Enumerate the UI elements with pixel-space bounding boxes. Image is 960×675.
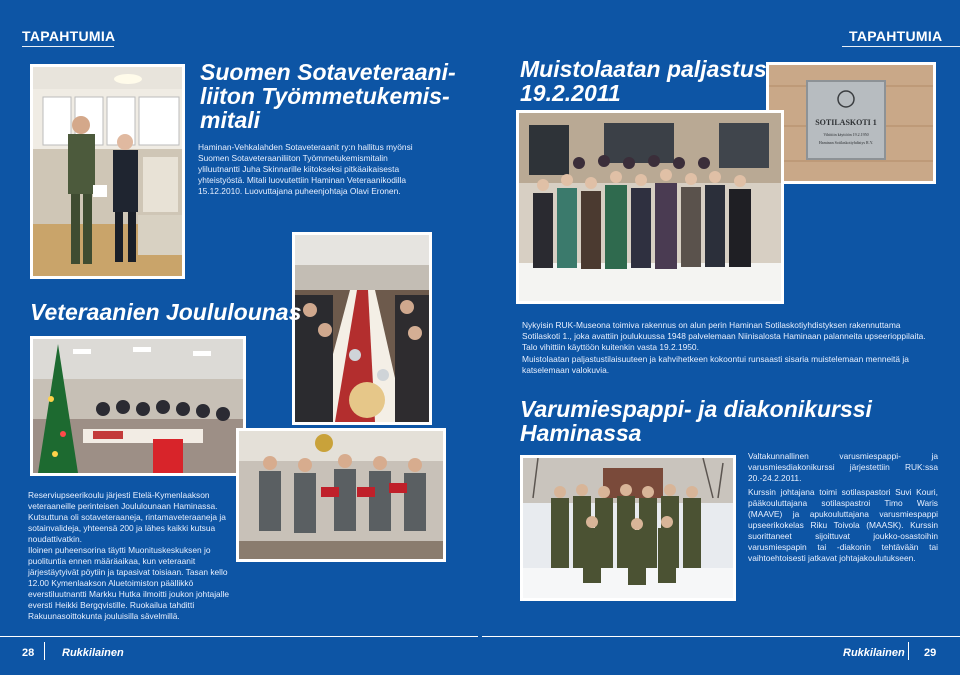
medal-title-line-1: Suomen Sotaveteraani-: [200, 59, 456, 85]
folio-divider-right: [908, 642, 909, 660]
plaque-title-line-1: Muistolaatan paljastus: [520, 56, 767, 82]
plaque-text-line-1: SOTILASKOTI 1: [815, 118, 877, 127]
photo-banquet-table-image: [295, 235, 429, 422]
folio-divider-left: [44, 642, 45, 660]
photo-memorial-plaque-image: [769, 65, 933, 181]
medal-article-body: Haminan-Vehkalahden Sotaveteraanit ry:n hallitus myönsi Suomen Sotaveteraaniliiton Työmmetukemismitalin yliluutnantti Juha Skinnarille kiitokseksi pitkäaikaisesta yhteistyöstä. Mitali luovutettiin Haminan Veteraanikodilla 15.12.2010. Luovuttajana puheenjohtaja Olavi Eronen.: [198, 142, 413, 196]
photo-banquet-table: [292, 232, 432, 425]
section-tag-left: TAPAHTUMIA: [22, 28, 116, 44]
lunch-article-para1: Reserviupseerikoulu järjesti Etelä-Kymenlaakson veteraaneille perinteisen Joululounaan Haminassa. Kutsuttuna oli sotaveteraaneja, rintamaveteraaneja ja sotainvalideja, yhteensä 200 ja lähes kaikki kutsua noudattivatkin.: [28, 490, 226, 544]
photo-dining-hall: [30, 336, 246, 476]
page-number-left: 28: [22, 647, 35, 659]
plaque-text-line-2: Vihittiin käyttöön 19.2.1950: [823, 132, 869, 137]
plaque-article-para2: Muistolaatan paljastustilaisuuteen ja kahvihetkeen kokoontui runsaasti sisaria muistelemaan menneitä ja katselemaan valokuvia.: [522, 354, 909, 375]
section-underline-left: [22, 46, 114, 47]
section-underline-right: [842, 46, 960, 47]
plaque-text-line-3: Haminan Sotilaskotiyhdistys R.Y.: [818, 140, 874, 145]
page-number-right: 29: [924, 647, 937, 659]
photo-memorial-plaque: [766, 62, 936, 184]
photo-soldiers-snow-image: [523, 458, 733, 598]
magazine-name-left: Rukkilainen: [62, 647, 124, 659]
photo-military-band-image: [239, 431, 443, 559]
photo-military-band: [236, 428, 446, 562]
medal-title-line-3: mitali: [200, 107, 261, 134]
medal-article-title: [200, 60, 460, 132]
footer-rule-right: [482, 636, 960, 637]
photo-medal-ceremony-image: [33, 67, 182, 276]
section-tag-right: TAPAHTUMIA: [849, 28, 943, 44]
photo-group-snow: [516, 110, 784, 304]
chaplain-article-title: [520, 397, 872, 445]
chaplain-title-line-1: Varumiespappi- ja diakonikurssi: [520, 396, 872, 422]
lunch-article-para2-start: Iloinen puheensorina täytti Muonituskeskuksen jo puolituntia ennen määräaikaa, kun veteraanit järjestäytyivät pöytiin ja tapasivat toisiaan. Tasan kello 12.00 Kymenlaakson Aluetoimiston päällikkö everstiluutnantti Markku Hutka ilmoitti joukon johtajalle eversti Heikki Bergqvistille. Ruokailua tahditti Rakuunasoittokunta jouluisilla sävelmillä.: [28, 545, 230, 621]
plaque-article-title: [520, 57, 767, 105]
photo-medal-ceremony: [30, 64, 185, 279]
chaplain-article-para1: Valtakunnallinen varusmiespappi- ja varusmiesdiakonikurssi järjestettiin RUK:ssa 20.-24.2.2011.: [748, 451, 938, 483]
plaque-article-para1: Nykyisin RUK-Museona toimiva rakennus on alun perin Haminan Sotilaskotiyhdistyksen rakennuttama Sotilaskoti 1., joka avattiin joulukuussa 1948 palvelemaan Niinisalosta Haminaan palanneita upseerioppilaita. Talo vihittiin käyttöön kuitenkin vasta 19.2.1950.: [522, 320, 926, 352]
photo-group-snow-image: [519, 113, 781, 301]
medal-title-line-2: liiton Työmmetukemis-: [200, 83, 450, 110]
plaque-title-line-2: 19.2.2011: [520, 80, 621, 107]
chaplain-title-line-2: Haminassa: [520, 420, 642, 447]
footer-rule-left: [0, 636, 478, 637]
photo-soldiers-snow: [520, 455, 736, 601]
lunch-article-title: Veteraanien Joululounas: [30, 299, 302, 325]
photo-dining-hall-image: [33, 339, 243, 473]
magazine-name-right: Rukkilainen: [843, 647, 905, 659]
chaplain-article-para2: Kurssin johtajana toimi sotilaspastori Suvi Kouri, pääkouluttajana sotilaspastroi Timo Waris (MAAVE) ja apukouluttajana varusmiespappi upseerikokelas Riku Toivola (MAASK). Kurssin suorittaneet sijoittuvat joukko-osastoihin varusmiespapin tai -diakonin tehtävään tai vaihtoehtoisesti jatkavat johtajakoulutukseen.: [748, 487, 938, 563]
